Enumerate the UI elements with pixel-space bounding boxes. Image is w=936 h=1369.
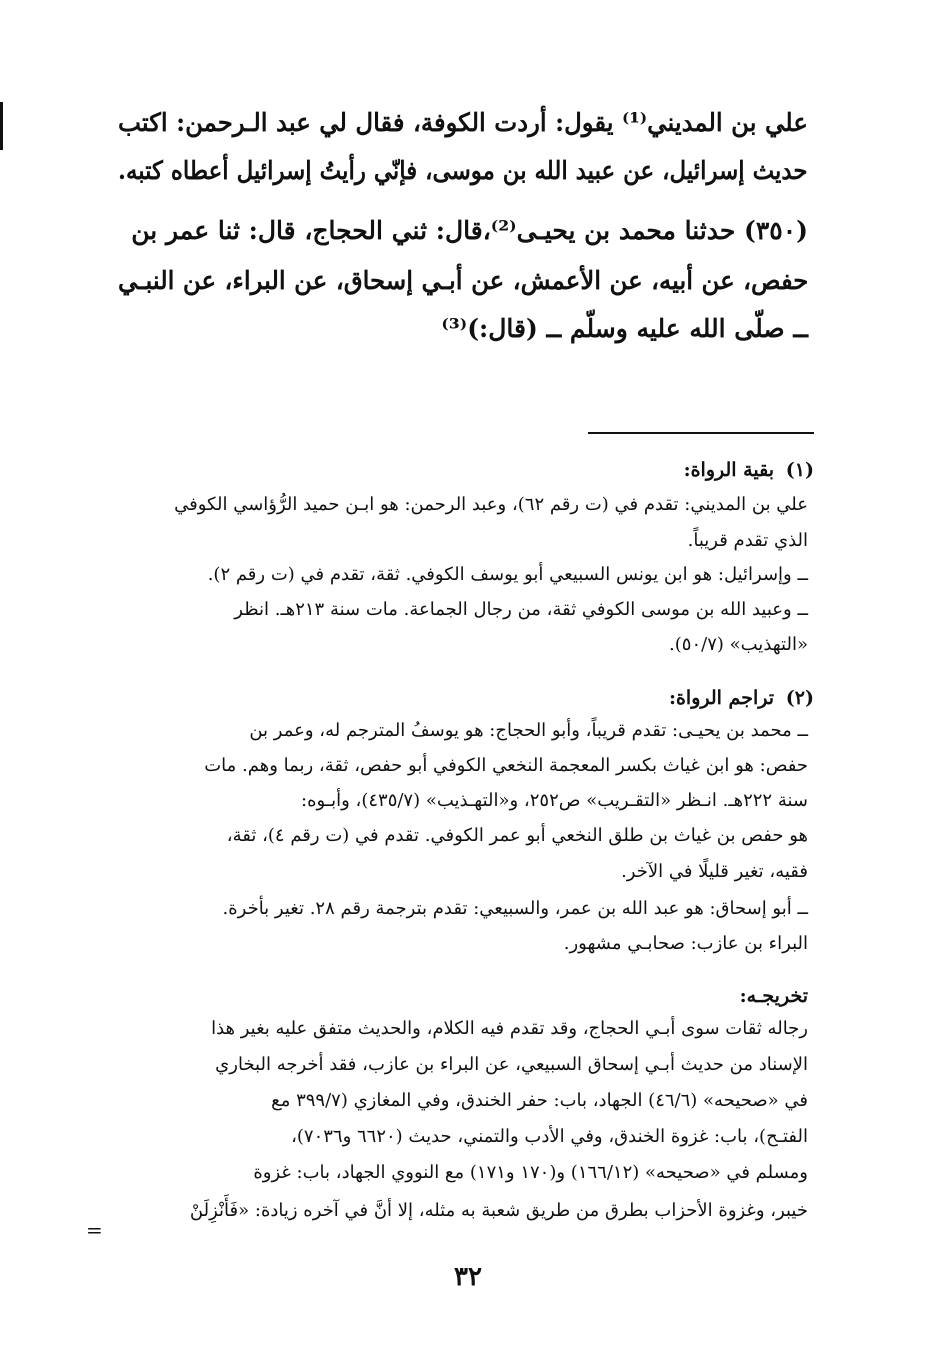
page-number: ٣٢ xyxy=(454,1262,482,1292)
takhrij-line: ومسلم في «صحيحه» (١٦٦/١٢) و(١٧٠ و١٧١) مع النووي الجهاد، باب: غزوة xyxy=(253,1162,808,1183)
takhrij-heading: تخريجـه: xyxy=(739,985,808,1007)
takhrij-line: الفتـح)، باب: غزوة الخندق، وفي الأدب والتمني، حديث (٦٦٢٠ و٧٠٣٦)، xyxy=(291,1126,808,1147)
footnote-line: الذي تقدم قريباً. xyxy=(687,530,808,551)
footnote-heading: تراجم الرواة: xyxy=(668,687,774,709)
main-text-line: حفص، عن أبيه، عن الأعمش، عن أبـي إسحاق، عن البراء، عن النبـي xyxy=(117,266,808,295)
footnote-line: ــ وعبيد الله بن موسى الكوفي ثقة، من رجال الجماعة. مات سنة ٢١٣هـ. انظر xyxy=(234,599,808,620)
main-text-line: (٣٥٠) حدثنا محمد بن يحيـى⁽²⁾،قال: ثني الحجاج، قال: ثنا عمر بن xyxy=(131,216,808,245)
footnote-line: ــ أبو إسحاق: هو عبد الله بن عمر، والسبيعي: تقدم بترجمة رقم ٢٨. تغير بأخرة. xyxy=(222,898,808,919)
takhrij-line: خيبر، وغزوة الأحزاب بطرق من طريق شعبة به مثله، إلا أنَّ في آخره زيادة: «فَأَنْزِلَنْ xyxy=(189,1200,808,1221)
margin-mark xyxy=(0,102,3,150)
footnote-line: ــ وإسرائيل: هو ابن يونس السبيعي أبو يوسف الكوفي. ثقة، تقدم في (ت رقم ٢). xyxy=(207,564,808,585)
footnote-separator xyxy=(588,432,814,434)
footnote-line: فقيه، تغير قليلًا في الآخر. xyxy=(621,861,808,882)
footnote-line: ــ محمد بن يحيـى: تقدم قريباً، وأبو الحجاج: هو يوسفُ المترجم له، وعمر بن xyxy=(249,720,808,741)
footnote-line: «التهذيب» (٥٠/٧). xyxy=(669,634,808,655)
takhrij-line: الإسناد من حديث أبـي إسحاق السبيعي، عن البراء بن عازب، فقد أخرجه البخاري xyxy=(215,1054,808,1075)
main-text-line: علي بن المديني⁽¹⁾ يقول: أردت الكوفة، فقال لي عبد الـرحمن: اكتب xyxy=(118,108,808,137)
continuation-mark: = xyxy=(86,1218,103,1242)
footnote-number: (٢) xyxy=(785,687,814,709)
takhrij-line: في «صحيحه» (٤٦/٦) الجهاد، باب: حفر الخندق، وفي المغازي (٣٩٩/٧ مع xyxy=(271,1090,808,1111)
footnote-number: (١) xyxy=(785,459,814,481)
footnote-line: هو حفص بن غياث بن طلق النخعي أبو عمر الكوفي. تقدم في (ت رقم ٤)، ثقة، xyxy=(226,825,808,846)
main-text-line: حديث إسرائيل، عن عبيد الله بن موسى، فإنّي رأيتُ إسرائيل أعطاه كتبه. xyxy=(118,156,808,185)
footnote-line: سنة ٢٢٢هـ. انـظر «التقـريب» ص٢٥٢، و«التهـذيب» (٤٣٥/٧)، وأبـوه: xyxy=(301,790,808,811)
takhrij-line: رجاله ثقات سوى أبـي الحجاج، وقد تقدم فيه الكلام، والحديث متفق عليه بغير هذا xyxy=(211,1018,808,1039)
footnote-heading: بقية الرواة: xyxy=(683,459,774,481)
footnote-line: حفص: هو ابن غياث بكسر المعجمة النخعي الكوفي أبو حفص، ثقة، ربما وهم. مات xyxy=(204,755,808,776)
main-text-line: ــ صلّى الله عليه وسلّم ــ (قال:)⁽³⁾ xyxy=(441,314,808,343)
footnote-line: البراء بن عازب: صحابـي مشهور. xyxy=(563,933,808,954)
footnote-line: علي بن المديني: تقدم في (ت رقم ٦٢)، وعبد الرحمن: هو ابـن حميد الرُّؤاسي الكوفي xyxy=(174,494,808,515)
